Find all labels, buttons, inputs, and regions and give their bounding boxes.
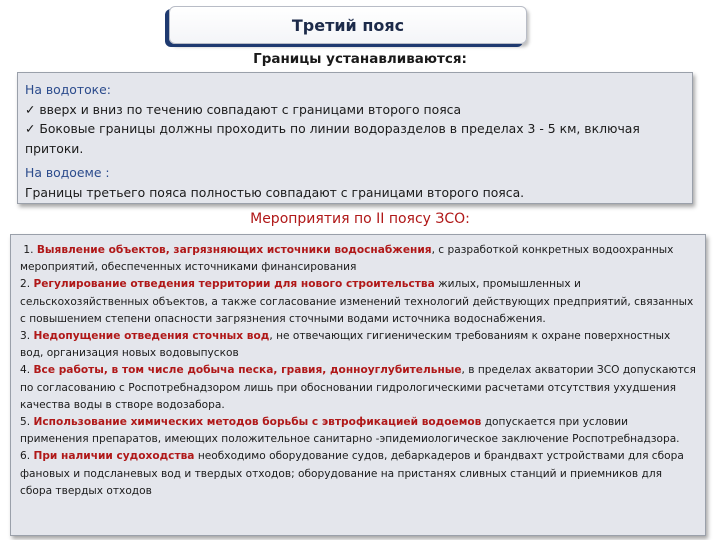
measure-text: , в пределах акватории ЗСО допускаются по согласованию с Роспотребнадзором лишь при обосновании гидрологическими расчетами отсутствия ухудшения качества воды в створе водозабора. [20, 364, 696, 411]
measure-item: 3. Недопущение отведения сточных вод, не отвечающих гигиеническим требованиям к охране поверхностных вод, организация новых водовыпусков [20, 330, 671, 360]
measure-highlight: Выявление объектов, загрязняющих источники водоснабжения [36, 244, 432, 256]
boundaries-subtitle: Границы устанавливаются: [253, 51, 467, 67]
measure-item: 5. Использование химических методов борьбы с эвтрофикацией водоемов допускается при условии применения препаратов, имеющих положительное санитарно -эпидемиологическое заключение Роспотребнадзора. [20, 416, 680, 446]
measure-text: необходимо оборудование судов, дебаркадеров и брандвахт устройствами для сбора фановых и подсланевых вод и твердых отходов; оборудование на пристанях сливных станций и приемников для сбора твердых отходов [20, 450, 684, 497]
measure-text: допускается при условии применения препаратов, имеющих положительное санитарно -эпидемиологическое заключение Роспотребнадзора. [20, 416, 680, 446]
watercourse-line-1-text: вверх и вниз по течению совпадают с границами второго пояса [35, 101, 462, 117]
watercourse-line-2 [25, 119, 685, 158]
measure-item: 1. Выявление объектов, загрязняющих источники водоснабжения, с разработкой конкретных водоохранных мероприятий, обеспеченных источниками финансирования [20, 244, 674, 274]
measure-text: , с разработкой конкретных водоохранных мероприятий, обеспеченных источниками финансирования [20, 244, 674, 274]
measure-highlight: Все работы, в том числе добыча песка, гравия, донноуглубительные [33, 364, 462, 377]
measures-box [10, 234, 706, 536]
measure-item: 2. Регулирование отведения территории для нового строительства жилых, промышленных и сельскохозяйственных объектов, а также согласование изменений технологий действующих предприятий, связанных с повышением степени опасности загрязнения сточными водами источника водоснабжения. [20, 278, 694, 325]
measure-text: жилых, промышленных и сельскохозяйственных объектов, а также согласование изменений технологий действующих предприятий, связанных с повышением степени опасности загрязнения сточными водами источника водоснабжения. [20, 278, 694, 325]
measure-highlight: При наличии судоходства [33, 450, 195, 463]
measure-highlight: Регулирование отведения территории для нового строительства [33, 278, 435, 291]
measure-item: 4. Все работы, в том числе добыча песка, гравия, донноуглубительные, в пределах акватории ЗСО допускаются по согласованию с Роспотребнадзором лишь при обосновании гидрологическими расчетами отсутствия ухудшения качества воды в створе водозабора. [20, 364, 696, 411]
measure-text: , не отвечающих гигиеническим требованиям к охране поверхностных вод, организация новых водовыпусков [20, 330, 671, 360]
measure-highlight: Недопущение отведения сточных вод [33, 330, 270, 343]
measure-highlight: Использование химических методов борьбы с эвтрофикацией водоемов [33, 416, 482, 429]
check-icon: ✓ [25, 121, 36, 136]
boundaries-box [17, 72, 693, 204]
page-title: Третий пояс [291, 15, 405, 35]
reservoir-text: Границы третьего пояса полностью совпадают с границами второго пояса. [25, 184, 525, 200]
reservoir-header: На водоеме : [25, 165, 110, 180]
watercourse-line-1 [25, 100, 685, 120]
measure-item: 6. При наличии судоходства необходимо оборудование судов, дебаркадеров и брандвахт устройствами для сбора фановых и подсланевых вод и твердых отходов; оборудование на пристанях сливных станций и приемников для сбора твердых отходов [20, 450, 684, 497]
watercourse-header: На водотоке: [25, 82, 111, 97]
measures-title: Мероприятия по II поясу ЗСО: [250, 211, 470, 227]
check-icon: ✓ [25, 101, 36, 117]
title-box [169, 6, 527, 44]
watercourse-line-2-text: Боковые границы должны проходить по линии водоразделов в пределах 3 - 5 км, включая притоки. [25, 121, 640, 156]
